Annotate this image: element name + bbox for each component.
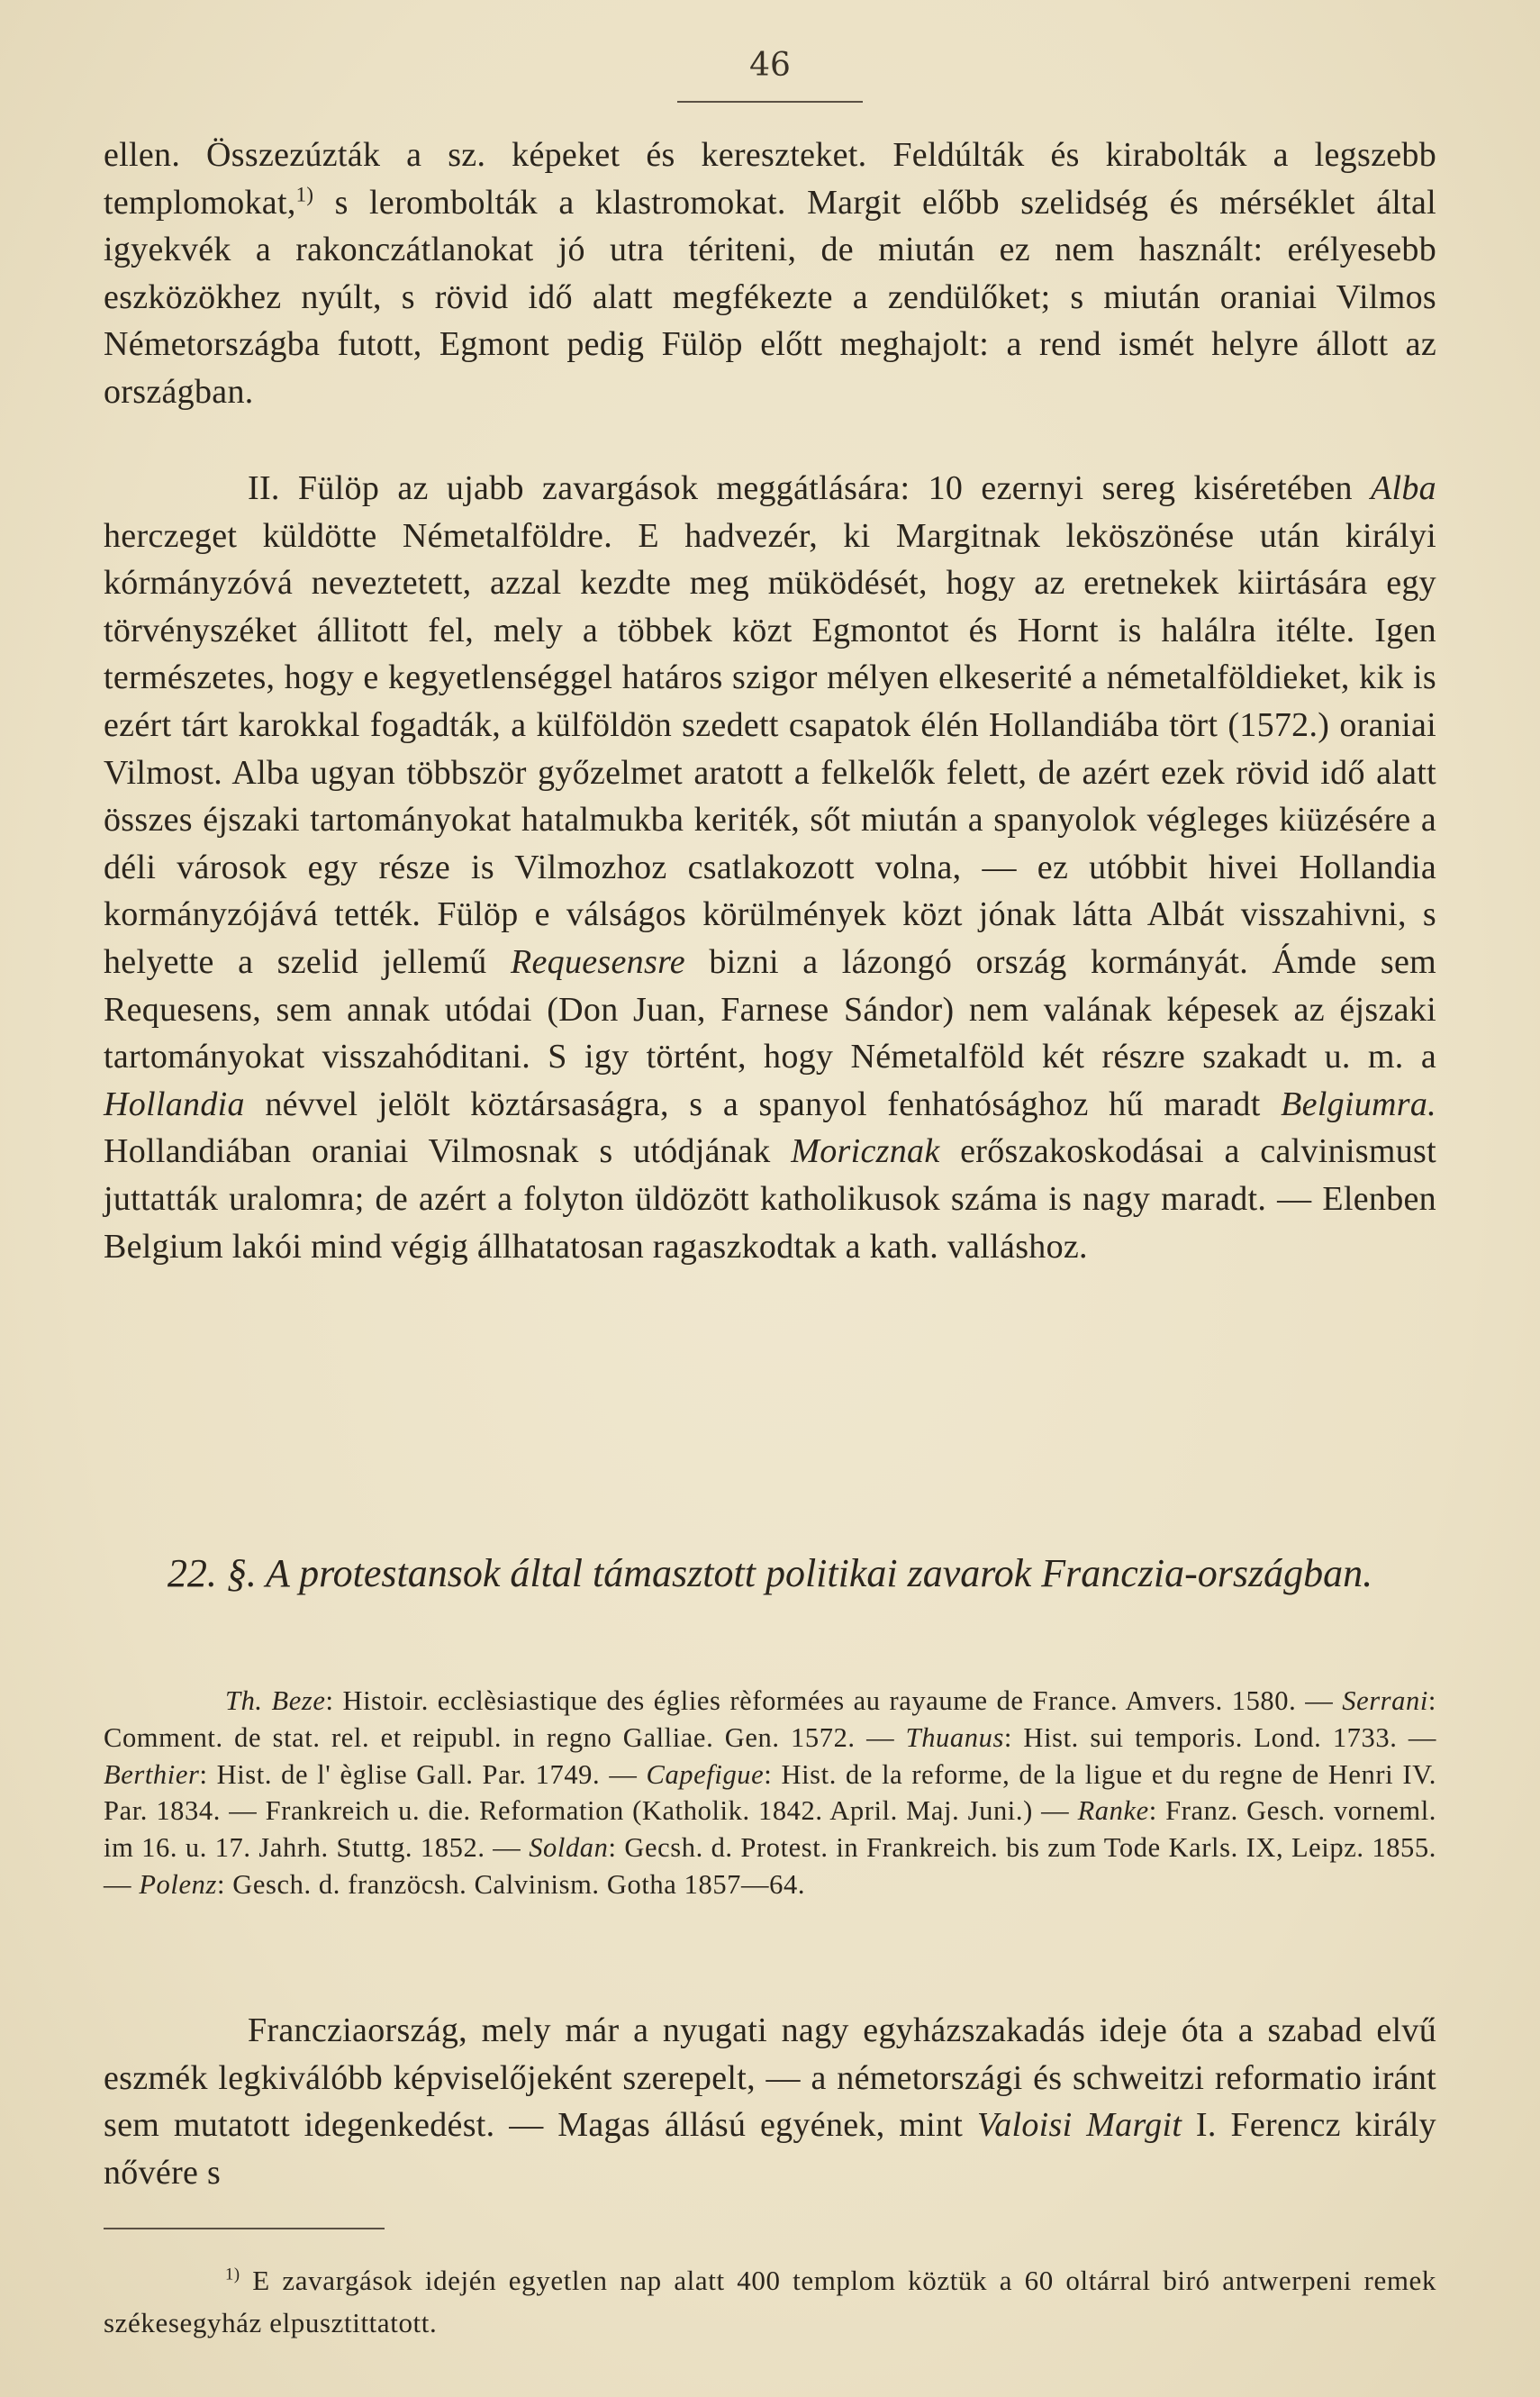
biblio-entry: : Gesch. d. franzöcsh. Calvinism. Gotha 1857—64.	[216, 1868, 806, 1900]
paragraph-2-text-a: II. Fülöp az ujabb zavargások meggátlására: 10 ezernyi sereg kiséretében	[248, 469, 1372, 507]
paragraph-1	[104, 132, 1436, 416]
biblio-author: Serrani	[1342, 1685, 1428, 1716]
biblio-author: Capefigue	[646, 1758, 765, 1790]
paragraph-2-text-b: herczeget küldötte Németalföldre. E hadvezér, ki Margitnak leköszönése után királyi kórmányzóvá neveztetett, azzal kezdte meg müködését, hogy az eretnekek kiirtására egy törvényszéket állitott fel, mely a többek közt Egmontot és Hornt is halálra itélte. Igen természetes, hogy e kegyetlenséggel határos szigor mélyen elkeserité a németalföldieket, kik is ezért tárt karokkal fogadták, a külföldön szedett csapatok élén Hollandiába tört (1572.) oraniai Vilmost. Alba ugyan többször győzelmet aratott a felkelők felett, de azért ezek rövid idő alatt összes éjszaki tartományokat hatalmukba keriték, sőt miután a spanyolok végleges kiüzésére a déli városok egy része is Vilmozhoz csatlakozott volna, — ez utóbbit hivei Hollandia kormányzójává tették. Fülöp e válságos körülmények közt jónak látta Albát visszahivni, s helyette a szelid jellemű	[104, 516, 1436, 981]
paragraph-2-text-e: Hollandiában oraniai Vilmosnak s utódjának	[104, 1132, 792, 1171]
paragraph-3-text-a: Francziaország, mely már a nyugati nagy egyházszakadás ideje óta a szabad elvű eszmék legkiválóbb képviselőjeként szerepelt, — a németországi és schweitzi reformatio iránt sem mutatott idegenkedést. — Magas állású egyének, mint	[104, 2011, 1436, 2145]
biblio-author: Th. Beze	[225, 1685, 326, 1716]
biblio-entry: : Hist. de la reforme, de la ligue et du regne de Henri IV. Par. 1834. — Frankreich u. die. Reformation (Katholik. 1842. April. Maj. Juni.) —	[104, 1758, 1437, 1827]
biblio-entry: : Gecsh. d. Protest. in Frankreich. bis zum Tode Karls. IX, Leipz. 1855. —	[104, 1832, 1436, 1900]
page-number: 46	[749, 47, 791, 84]
paragraph-1-text-a: ellen. Összezúzták a sz. képeket és kereszteket. Feldúlták és kirabolták a legszebb templomokat,	[104, 136, 1436, 222]
name-alba: Alba	[1371, 469, 1436, 507]
footnote-rule	[104, 2228, 385, 2229]
biblio-author: Ranke	[1077, 1795, 1149, 1827]
paragraph-3	[104, 2007, 1436, 2196]
paragraph-2-text-f: erőszakoskodásai a calvinismust juttatták uralomra; de azért a folyton üldözött katholikusok száma is nagy maradt. — Elenben Belgium lakói mind végig állhatatosan ragaszkodtak a kath. valláshoz.	[104, 1132, 1436, 1266]
bibliography	[104, 1683, 1436, 1903]
paragraph-2-text-d: névvel jelölt köztársaságra, s a spanyol fenhatósághoz hű maradt	[244, 1085, 1282, 1123]
name-hollandia: Hollandia	[104, 1085, 245, 1123]
page-number-rule	[677, 101, 863, 103]
name-belgium: Belgiumra.	[1281, 1085, 1436, 1123]
footnote	[104, 2259, 1436, 2344]
biblio-author: Soldan	[529, 1832, 609, 1864]
name-valoisi-margit: Valoisi Margit	[976, 2106, 1182, 2145]
name-requesens: Requesensre	[510, 942, 685, 981]
biblio-entry: : Comment. de stat. rel. et reipubl. in regno Galliae. Gen. 1572. —	[104, 1685, 1436, 1753]
footnote-reference: 1)	[295, 182, 314, 205]
biblio-author: Berthier	[104, 1758, 200, 1790]
paragraph-2-text-c: bizni a lázongó ország kormányát. Ámde sem Requesens, sem annak utódai (Don Juan, Farnese Sándor) nem valának képesek az éjszaki tartományokat visszahóditani. S igy történt, hogy Németalföld két részre szakadt u. m. a	[104, 942, 1436, 1076]
biblio-entry: : Hist. sui temporis. Lond. 1733. —	[1003, 1721, 1436, 1753]
footnote-mark: 1)	[225, 2265, 240, 2284]
name-moricz: Moricznak	[791, 1132, 940, 1171]
paragraph-2	[104, 465, 1436, 1270]
biblio-entry: : Franz. Gesch. vorneml. im 16. u. 17. Jahrh. Stuttg. 1852. —	[104, 1795, 1436, 1864]
section-number: 22. §.	[167, 1551, 257, 1595]
footnote-text: E zavargások idején egyetlen nap alatt 400 templom köztük a 60 oltárral biró antwerpeni remek székesegyház elpusztittatott.	[104, 2265, 1436, 2338]
biblio-author: Thuanus	[905, 1721, 1004, 1753]
biblio-entry: : Histoir. ecclèsiastique des églies rèformées au rayaume de France. Amvers. 1580. —	[325, 1685, 1343, 1716]
section-heading	[104, 1545, 1436, 1603]
biblio-entry: : Hist. de l' èglise Gall. Par. 1749. —	[199, 1758, 647, 1790]
paragraph-1-text-b: s lerombolták a klastromokat. Margit előbb szelidség és mérséklet által igyekvék a rakonczátlanokat jó utra tériteni, de miután ez nem használt: erélyesebb eszközökhez nyúlt, s rövid idő alatt megfékezte a zendülőket; s miután oraniai Vilmos Németországba futott, Egmont pedig Fülöp előtt meghajolt: a rend ismét helyre állott az országban.	[104, 183, 1436, 411]
section-title: A protestansok által támasztott politikai zavarok Franczia-országban.	[266, 1551, 1373, 1595]
biblio-author: Polenz	[139, 1868, 217, 1900]
paragraph-3-text-b: I. Ferencz király nővére s	[104, 2106, 1436, 2192]
